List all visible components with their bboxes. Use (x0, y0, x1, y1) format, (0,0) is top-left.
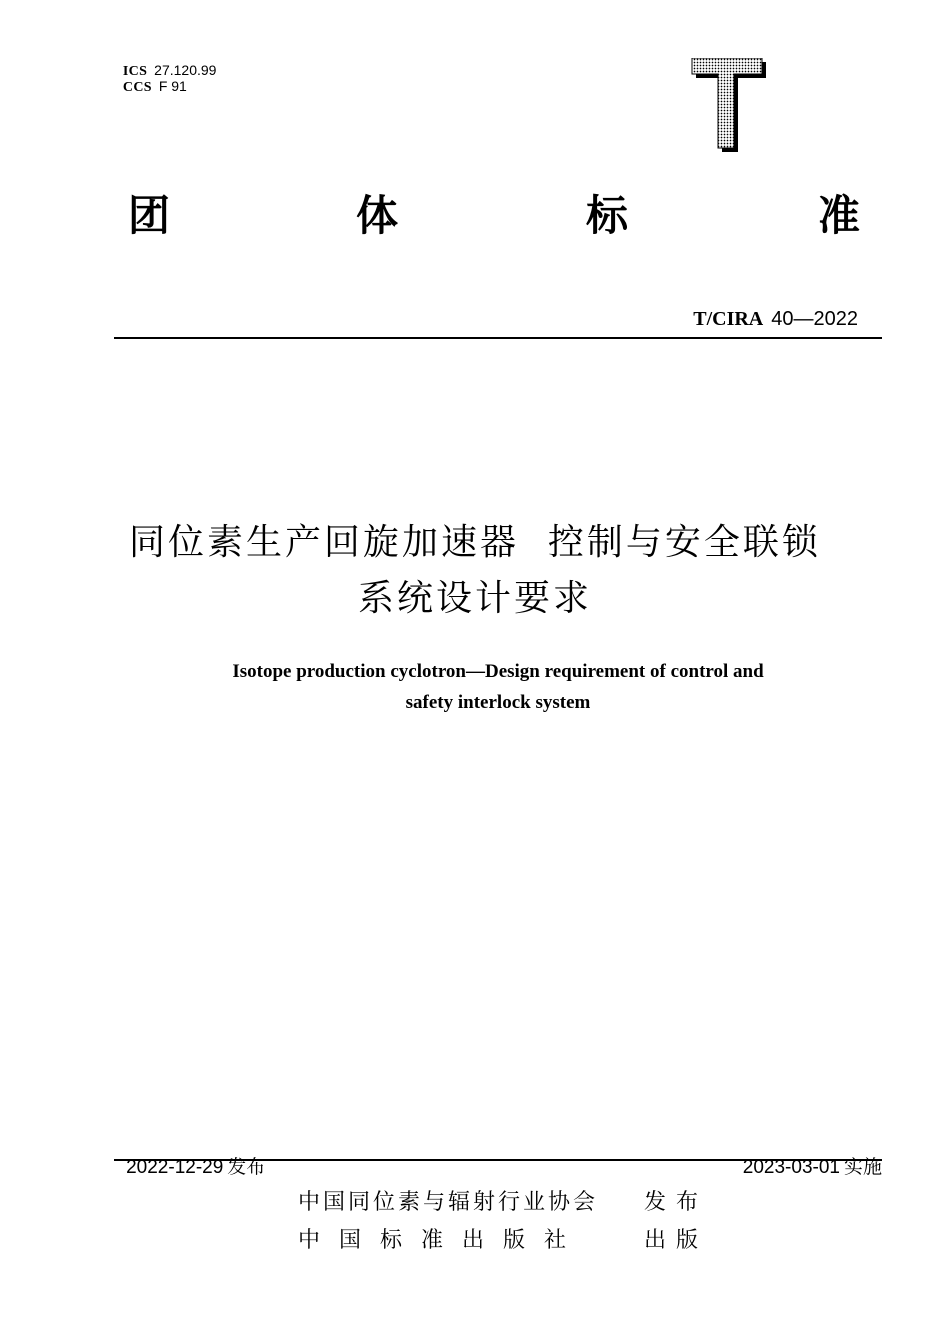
ccs-code: F 91 (158, 78, 187, 94)
title-cn-line1: 同位素生产回旋加速器 控制与安全联锁 (129, 522, 821, 563)
standard-code: 40—2022 (771, 308, 858, 330)
category-char: 标 (586, 191, 629, 240)
title-en-line2: safety interlock system (405, 692, 591, 713)
publish-date (114, 1128, 265, 1181)
publish-date-word: 发布 (227, 1156, 266, 1178)
printer-name: 中国标准出版社 (298, 1228, 586, 1253)
ics-label: ICS (122, 64, 148, 79)
t-logo-icon (690, 58, 768, 154)
top-divider (114, 337, 882, 339)
standard-prefix: T/CIRA (693, 308, 764, 330)
category-char: 体 (356, 191, 399, 240)
ics-code: 27.120.99 (154, 62, 217, 78)
publisher-name: 中国同位素与辐射行业协会 (298, 1190, 599, 1215)
category-char: 团 (128, 191, 171, 240)
publisher-action: 发布 (644, 1190, 709, 1215)
category-char: 准 (818, 191, 861, 240)
effective-date-value: 2023-03-01 (742, 1157, 840, 1178)
publish-date-value: 2022-12-29 (126, 1157, 224, 1178)
effective-date (731, 1128, 882, 1181)
printer-action: 出版 (644, 1228, 709, 1253)
effective-date-word: 实施 (843, 1156, 882, 1178)
standard-number (681, 282, 858, 331)
bottom-divider (114, 1159, 882, 1161)
title-cn-line2: 系统设计要求 (357, 578, 592, 619)
title-en-line1: Isotope production cyclotron—Design requirement of control and (232, 661, 764, 682)
ccs-code-line (114, 62, 187, 96)
ccs-label: CCS (122, 80, 152, 95)
